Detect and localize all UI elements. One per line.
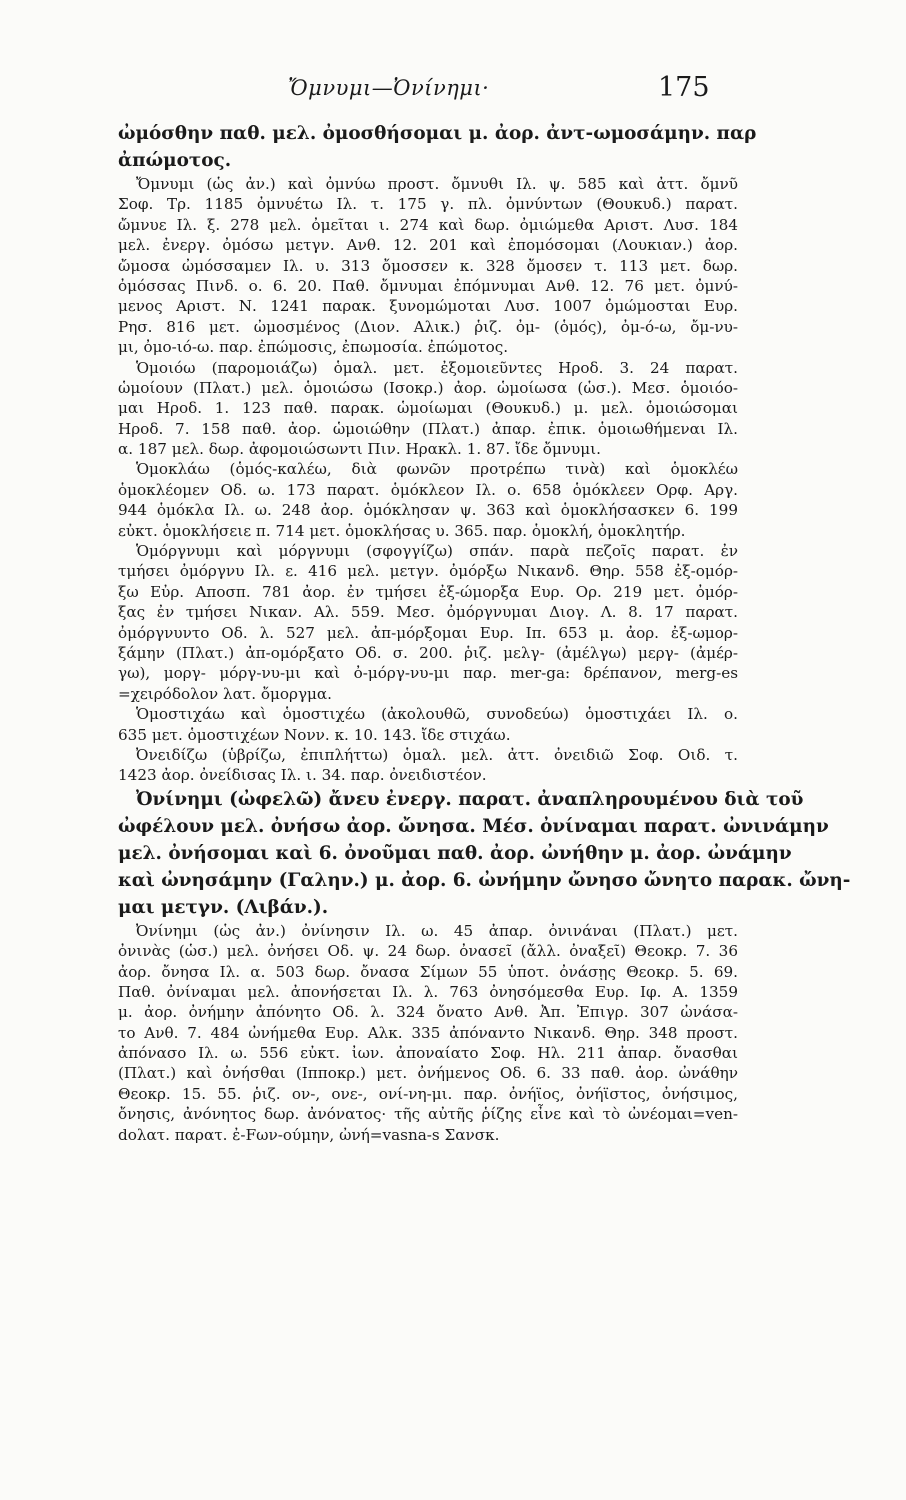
text-line: Ὁμόργνυμι καὶ μόργνυμι (σφογγίζω) σπάν. παρὰ πεζοῖς παρατ. ἐν [136,542,738,561]
text-line: ὀμόργνυντο Οδ. λ. 527 μελ. ἀπ-μόρξομαι Ευρ. Ιπ. 653 μ. ἀορ. ἐξ-ωμορ- [118,623,738,642]
text-line: 944 ὁμόκλα Ιλ. ω. 248 ἀορ. ὁμόκλησαν ψ. 363 καὶ ὁμοκλήσασκεν 6. 199 [118,501,738,520]
text-line: ὤμοσα ὠμόσσαμεν Ιλ. υ. 313 ὄμοσσεν κ. 328 ὄμοσεν τ. 113 μετ. δωρ. [118,256,738,275]
text-line: ὠμόσθην παθ. μελ. ὀμοσθήσομαι μ. ἀορ. ἀντ-ωμοσάμην. παρ [118,123,757,144]
text-line: ὠφέλουν μελ. ὀνήσω ἀορ. ὤνησα. Μέσ. ὀνίναμαι παρατ. ὠνινάμην [118,815,829,837]
text-line: ὄνησις, ἀνόνητος δωρ. ἀνόνατος· τῆς αὐτῆς ῥίζης εἶνε καὶ τὸ ὠνέομαι=ven- [118,1105,738,1124]
text-line: Παθ. ὀνίναμαι μελ. ἀπονήσεται Ιλ. λ. 763 ὀνησόμεσθα Ευρ. Ιφ. Α. 1359 [118,982,738,1001]
text-line: Θεοκρ. 15. 55. ῥιζ. ον-, ονε-, ονί-νη-μι. παρ. ὀνήϊος, ὀνήϊστος, ὀνήσιμος, [118,1084,738,1103]
text-line: μ. ἀορ. ὀνήμην ἀπόνητο Οδ. λ. 324 ὄνατο Ανθ. Ἀπ. Ἐπιγρ. 307 ὠνάσα- [118,1003,738,1022]
text-line: ὀνινὰς (ὡσ.) μελ. ὀνήσει Οδ. ψ. 24 δωρ. ὀνασεῖ (ἄλλ. ὀναξεῖ) Θεοκρ. 7. 36 [118,942,738,961]
text-line: Ὁμοιόω (παρομοιάζω) ὁμαλ. μετ. ἐξομοιεῦντες Ηροδ. 3. 24 παρατ. [136,358,738,377]
text-line: ὀμόσσας Πινδ. ο. 6. 20. Παθ. ὄμνυμαι ἐπόμνυμαι Ανθ. 12. 76 μετ. ὀμνύ- [118,276,738,295]
text-line: 635 μετ. ὁμοστιχέων Νονν. κ. 10. 143. ἴδε στιχάω. [118,725,511,744]
text-line: γω), μοργ- μόργ-νυ-μι καὶ ὀ-μόργ-νυ-μι παρ. mer-ga: δρέπανον, merg-es [118,664,738,683]
text-line: ὡμοίουν (Πλατ.) μελ. ὁμοιώσω (Ισοκρ.) ἀορ. ὡμοίωσα (ὡσ.). Μεσ. ὁμοιόο- [118,378,738,397]
text-line: Ρησ. 816 μετ. ὠμοσμένος (Διον. Αλικ.) ῥιζ. ὀμ- (ὁμός), ὀμ-ό-ω, ὄμ-νυ- [118,317,738,336]
text-line: α. 187 μελ. δωρ. ἀφομοιώσωντι Πιν. Ηρακλ. 1. 87. ἴδε ὄμνυμι. [118,440,601,459]
text-line: ὤμνυε Ιλ. ξ. 278 μελ. ὀμεῖται ι. 274 καὶ δωρ. ὀμιώμεθα Αριστ. Λυσ. 184 [118,215,738,234]
text-line: =χειρόδολον λατ. ὄμοργμα. [118,684,332,703]
dictionary-text-block [118,120,851,1145]
running-head: Ὄμνυμι—Ὀνίνημι· [288,76,490,100]
text-line: μελ. ὀνήσομαι καὶ 6. ὀνοῦμαι παθ. ἀορ. ὠνήθην μ. ἀορ. ὠνάμην [118,842,792,864]
text-line: ξω Εὐρ. Αποσπ. 781 ἀορ. ἐν τμήσει ἐξ-ώμορξα Ευρ. Ορ. 219 μετ. ὀμόρ- [118,582,738,601]
text-line: Ὁμοκλάω (ὁμός-καλέω, διὰ φωνῶν προτρέπω τινὰ) καὶ ὁμοκλέω [136,460,738,479]
text-line: Ὀνίνημι (ὡς ἀν.) ὀνίνησιν Ιλ. ω. 45 ἀπαρ. ὀνινάναι (Πλατ.) μετ. [136,921,738,940]
text-line: μι, ὀμο-ιό-ω. παρ. ἐπώμοσις, ἐπωμοσία. ἐπώμοτος. [118,338,509,357]
text-line: Ὁμοστιχάω καὶ ὁμοστιχέω (ἀκολουθῶ, συνοδεύω) ὁμοστιχάει Ιλ. ο. [136,705,738,724]
text-line: μενος Αριστ. Ν. 1241 παρακ. ξυνομώμοται Λυσ. 1007 ὀμώμοσται Ευρ. [118,297,738,316]
text-line: dολατ. παρατ. ἐ-Fων-ούμην, ὠνή=vasna-s Σανσκ. [118,1125,500,1144]
text-line: Σοφ. Τρ. 1185 ὀμνυέτω Ιλ. τ. 175 γ. πλ. ὀμνύντων (Θουκυδ.) παρατ. [118,195,738,214]
text-line: Ὀνίνημι (ὠφελῶ) ἄνευ ἐνεργ. παρατ. ἀναπληρουμένου διὰ τοῦ [136,788,804,810]
text-line: μαι μετγν. (Λιβάν.). [118,896,329,918]
text-line: τμήσει ὀμόργνυ Ιλ. ε. 416 μελ. μετγν. ὀμόρξω Νικανδ. Θηρ. 558 ἐξ-ομόρ- [118,562,738,581]
text-line: ξάμην (Πλατ.) ἀπ-ομόρξατο Οδ. σ. 200. ῥιζ. μελγ- (ἀμέλγω) μεργ- (ἀμέρ- [118,643,738,662]
text-line: μαι Ηροδ. 1. 123 παθ. παρακ. ὡμοίωμαι (Θουκυδ.) μ. μελ. ὁμοιώσομαι [118,399,738,418]
text-line: ἀπόνασο Ιλ. ω. 556 εὐκτ. ἰων. ἀποναίατο Σοφ. Ηλ. 211 ἀπαρ. ὄνασθαι [118,1044,738,1063]
text-line: εὐκτ. ὁμοκλήσειε π. 714 μετ. ὁμοκλήσας υ. 365. παρ. ὁμοκλή, ὁμοκλητήρ. [118,521,686,540]
page-header [180,72,740,112]
text-line: Ὀνειδίζω (ὑβρίζω, ἐπιπλήττω) ὁμαλ. μελ. ἀττ. ὀνειδιῶ Σοφ. Οιδ. τ. [136,745,738,764]
text-line: Ηροδ. 7. 158 παθ. ἀορ. ὡμοιώθην (Πλατ.) ἀπαρ. ἐπικ. ὁμοιωθήμεναι Ιλ. [118,419,738,438]
text-line: ἀπώμοτος. [118,150,232,171]
text-line: μελ. ἐνεργ. ὀμόσω μετγν. Ανθ. 12. 201 καὶ ἐπομόσομαι (Λουκιαν.) ἀορ. [118,236,738,255]
page-number: 175 [658,72,710,103]
text-line: το Ανθ. 7. 484 ὠνήμεθα Ευρ. Αλκ. 335 ἀπόναντο Νικανδ. Θηρ. 348 προστ. [118,1023,738,1042]
text-line: Ὄμνυμι (ὡς ἀν.) καὶ ὀμνύω προστ. ὄμνυθι Ιλ. ψ. 585 καὶ ἀττ. ὄμνῦ [136,175,738,193]
text-line: ὁμοκλέομεν Οδ. ω. 173 παρατ. ὁμόκλεον Ιλ. ο. 658 ὁμόκλεεν Ορφ. Αργ. [118,480,738,499]
text-line: 1423 ἀορ. ὀνείδισας Ιλ. ι. 34. παρ. ὀνειδιστέον. [118,766,487,785]
text-line: ξας ἐν τμήσει Νικαν. Αλ. 559. Μεσ. ὀμόργνυμαι Διογ. Λ. 8. 17 παρατ. [118,603,738,622]
text-line: καὶ ὠνησάμην (Γαλην.) μ. ἀορ. 6. ὠνήμην ὤνησο ὤνητο παρακ. ὤνη- [118,869,851,891]
text-line: (Πλατ.) καὶ ὀνήσθαι (Ιπποκρ.) μετ. ὀνήμενος Οδ. 6. 33 παθ. ἀορ. ὠνάθην [118,1064,738,1083]
text-line: ἀορ. ὄνησα Ιλ. α. 503 δωρ. ὄνασα Σίμων 55 ὑποτ. ὀνάσῃς Θεοκρ. 5. 69. [118,962,738,981]
